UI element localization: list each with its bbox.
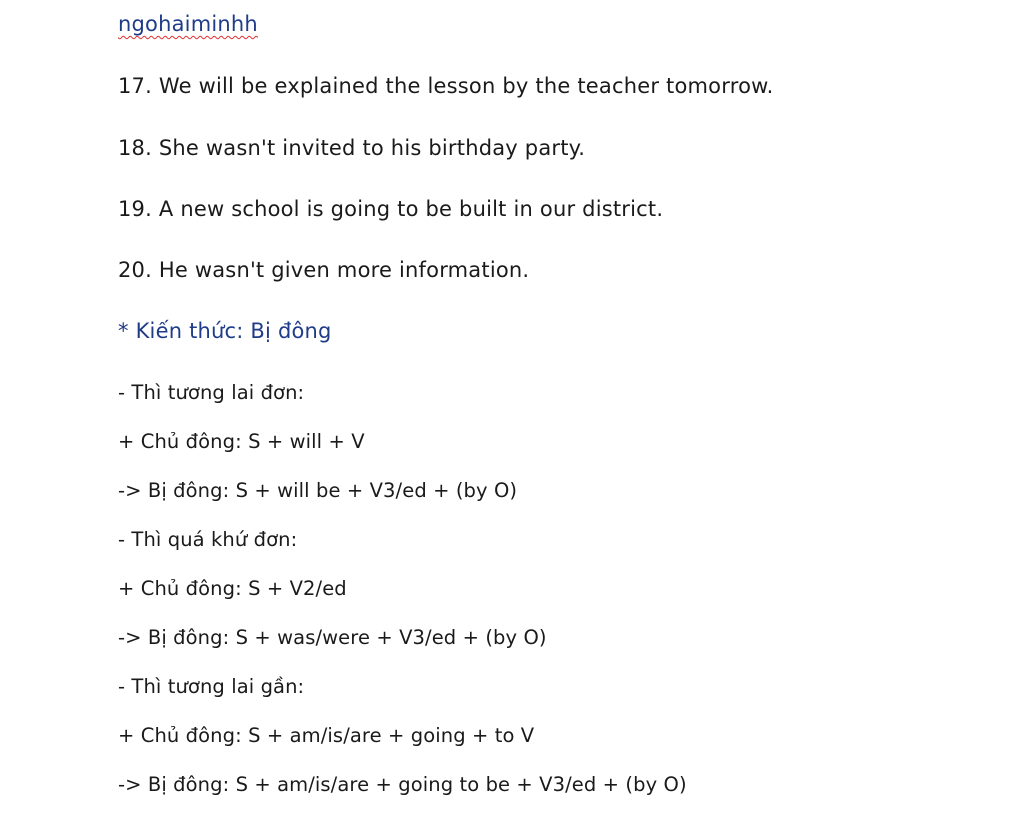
passive-rule-simple-future: -> Bị đông: S + will be + V3/ed + (by O): [118, 479, 518, 502]
knowledge-title: * Kiến thức: Bị đông: [118, 319, 332, 343]
passive-rule-near-future: -> Bị đông: S + am/is/are + going to be + V3/ed + (by O): [118, 773, 687, 796]
active-rule-simple-past: + Chủ đông: S + V2/ed: [118, 577, 347, 600]
passive-rule-simple-past: -> Bị đông: S + was/were + V3/ed + (by O): [118, 626, 547, 649]
active-rule-near-future: + Chủ đông: S + am/is/are + going + to V: [118, 724, 535, 747]
answer-20: 20. He wasn't given more information.: [118, 258, 530, 282]
answer-17: 17. We will be explained the lesson by the teacher tomorrow.: [118, 74, 774, 98]
answer-19: 19. A new school is going to be built in our district.: [118, 197, 664, 221]
answer-18: 18. She wasn't invited to his birthday party.: [118, 136, 586, 160]
tense-heading-near-future: - Thì tương lai gần:: [118, 675, 305, 698]
tense-heading-simple-past: - Thì quá khứ đơn:: [118, 528, 298, 551]
tense-heading-simple-future: - Thì tương lai đơn:: [118, 381, 305, 404]
active-rule-simple-future: + Chủ đông: S + will + V: [118, 430, 365, 453]
author-name: ngohaiminhh: [118, 12, 258, 36]
